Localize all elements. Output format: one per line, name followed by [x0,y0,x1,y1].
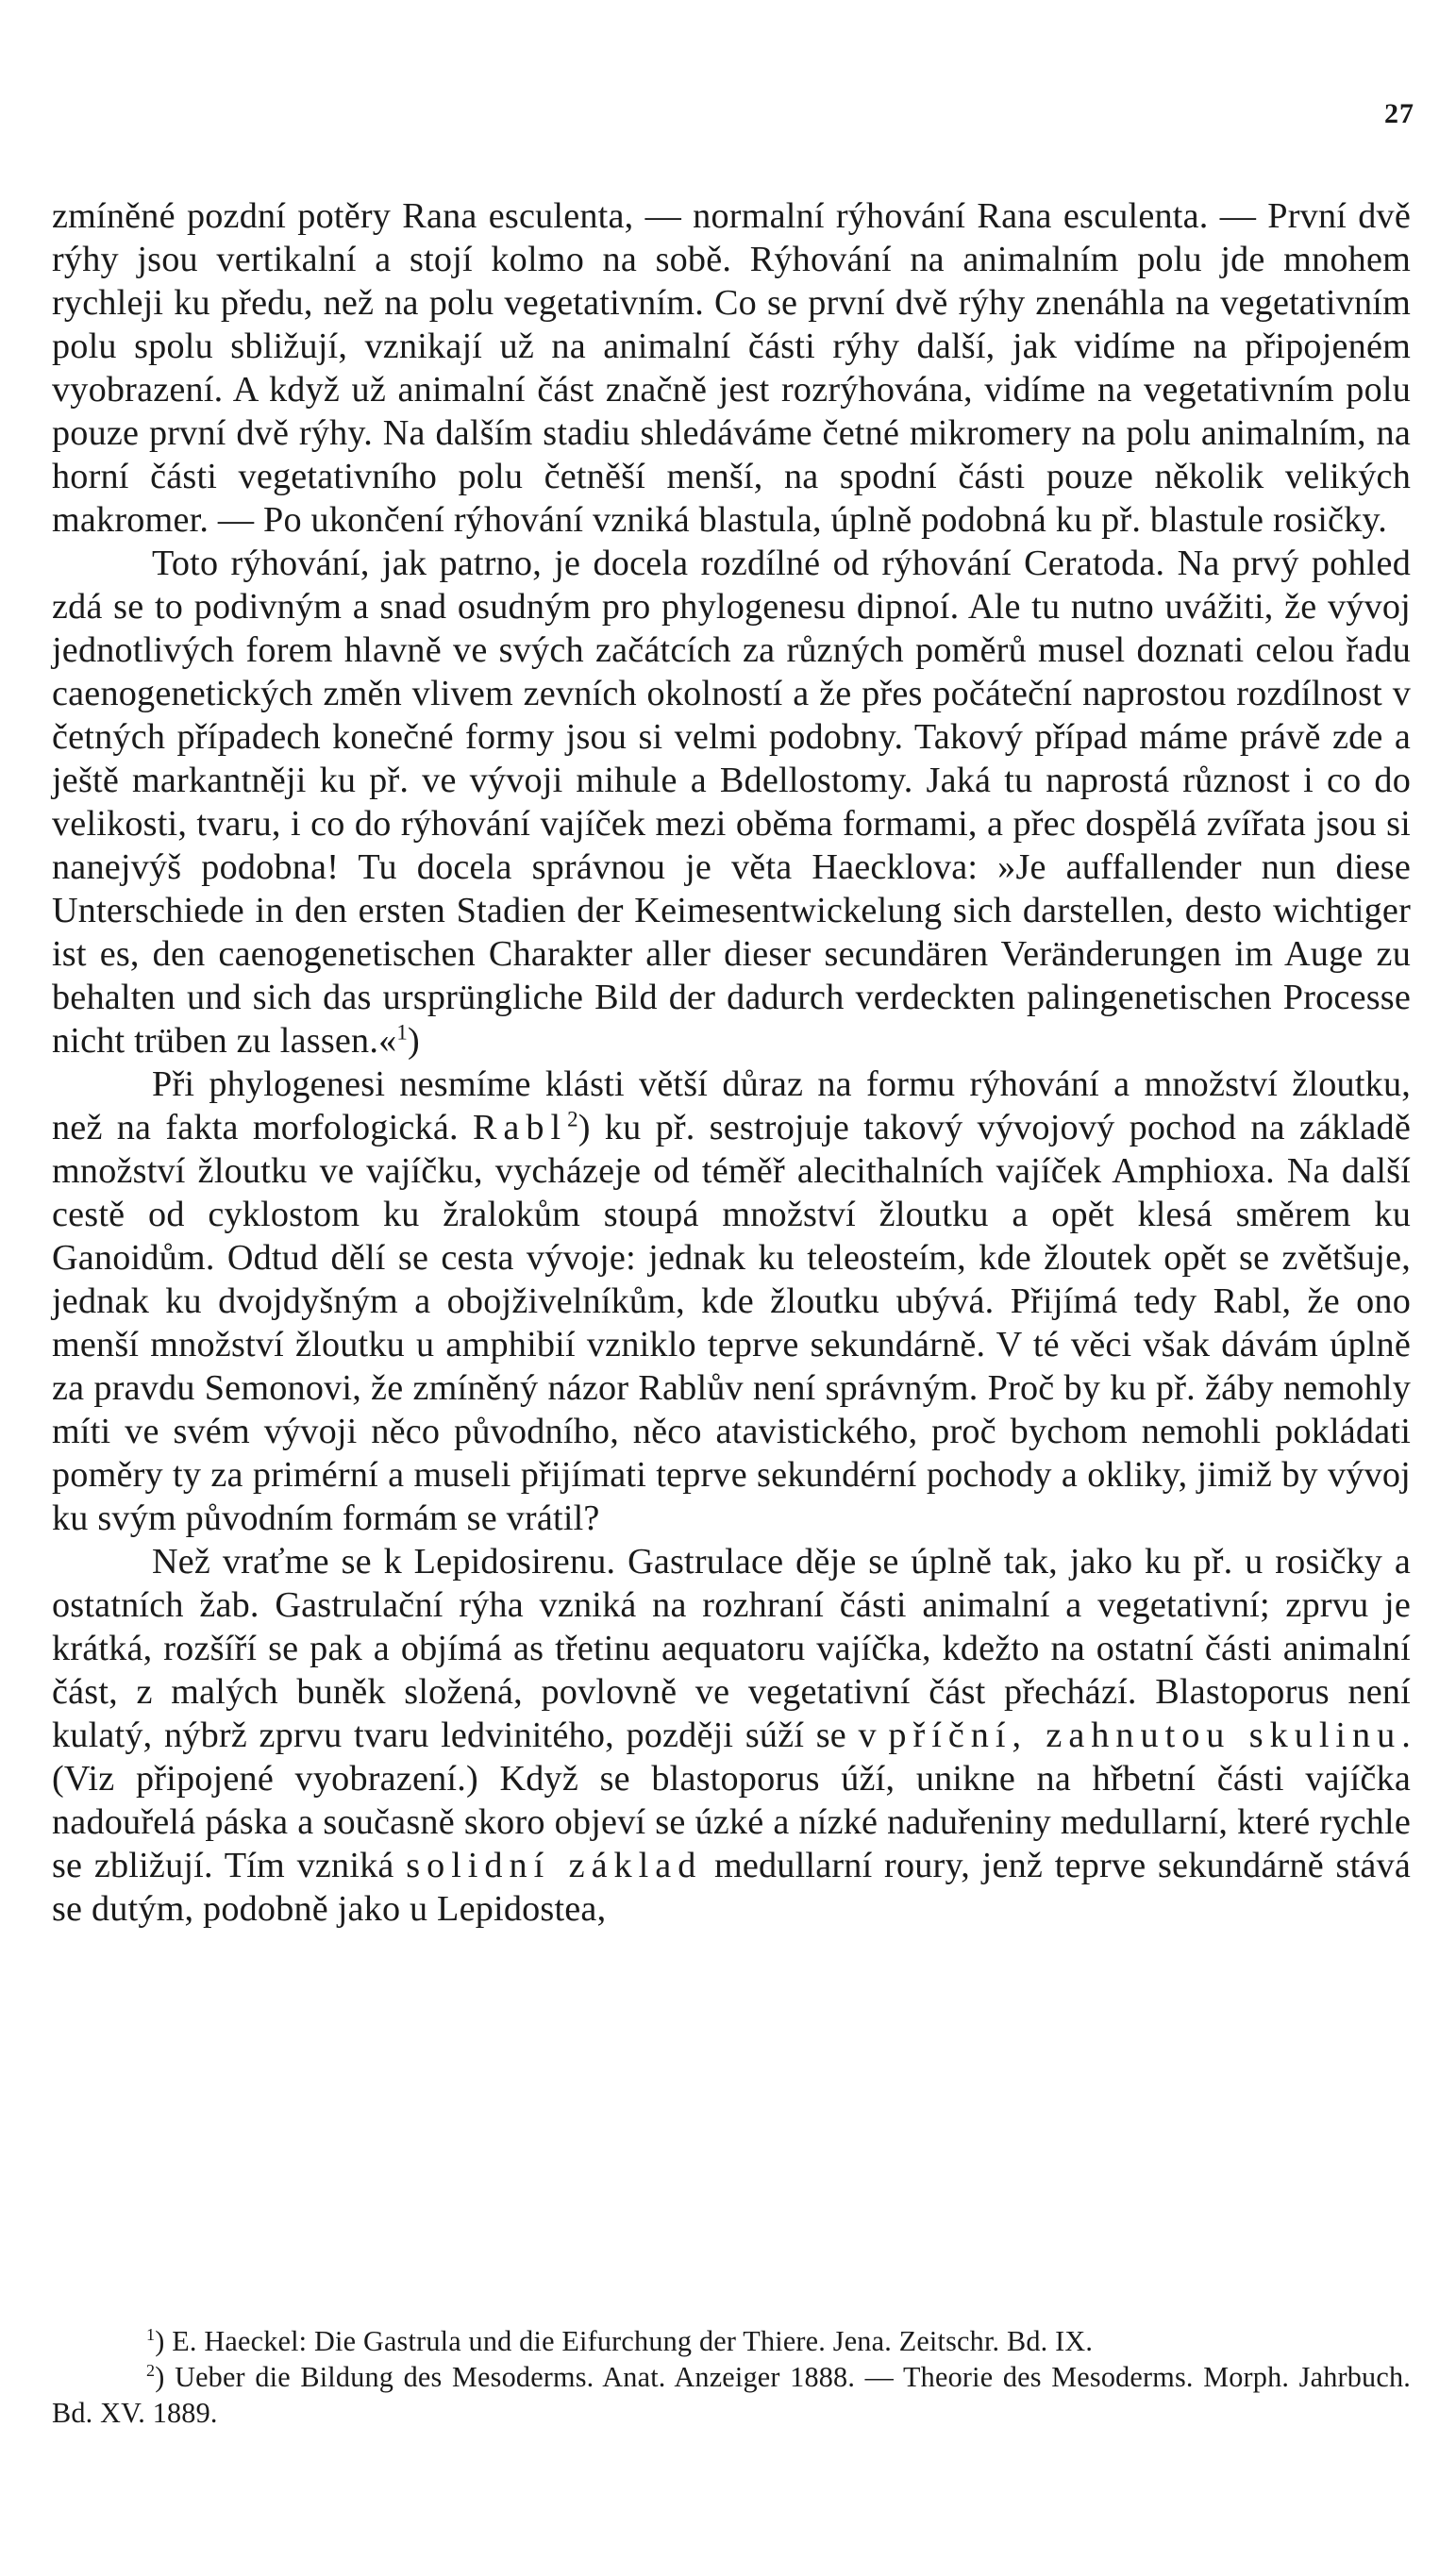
footnote-text: ) Ueber die Bildung des Mesoderms. Anat. Anzeiger 1888. — Theorie des Mesoderms. Morph. Jahrbuch. Bd. XV. 1889. [52,2361,1411,2429]
footnote-2 [52,2359,1411,2431]
paragraph-text: . (Viz připojené vyobrazení.) Když se blastoporus úží, unikne na hřbetní části vajíčka nadouřelá páska a současně skoro objeví se úzké a nízké naduřeniny medullarní, které rychle se zbližují. Tím vzniká [52,1716,1411,1885]
footnote-1 [52,2323,1411,2359]
page-number: 27 [1384,98,1414,129]
footnote-text: ) E. Haeckel: Die Gastrula und die Eifurchung der Thiere. Jena. Zeitschr. Bd. IX. [155,2325,1094,2357]
paragraph-rhyhovani-rana [52,194,1411,542]
spaced-author-name: Rabl [472,1108,568,1147]
footnote-reference-1: 1 [396,1020,409,1045]
paragraph-phylogenesis-yolk [52,1063,1411,1540]
spaced-emphasis-text: příční, zahnutou skulinu [888,1716,1402,1755]
paragraph-text: ) ku př. sestrojuje takový vývojový pochod na základě množství žloutku ve vajíčku, vycházeje od téměř alecithalních vajíček Amphioxa. Na další cestě od cyklostom ku žralokům stoupá množství žloutku a opět klesá směrem ku Ganoidům. Odtud dělí se cesta vývoje: jednak ku teleosteím, kde žloutek opět se zvětšuje, jednak ku dvojdyšným a obojživelníkům, kde žloutku ubývá. Přijímá tedy Rabl, že ono menší množství žloutku u amphibií vzniklo teprve sekundárně. V té věci však dávám úplně za pravdu Semonovi, že zmíněný názor Rablův není správným. Proč by ku př. žáby nemohly míti ve svém vývoji něco původního, něco atavistického, proč bychom nemohli pokládati poměry ty za primérní a museli přijímati teprve sekundérní pochody a okliky, jimiž by vývoj ku svým původním formám se vrátil? [52,1108,1411,1538]
paragraph-ceratodus-comparison [52,542,1411,1063]
footnote-mark: 2 [146,2361,156,2381]
footnotes-section [52,2323,1411,2431]
paragraph-text: Toto rýhování, jak patrno, je docela rozdílné od rýhování Ceratoda. Na prvý pohled zdá se to podivným a snad osudným pro phylogenesu dipnoí. Ale tu nutno uvážiti, že vývoj jednotlivých forem hlavně ve svých začátcích za různých poměrů musel doznati celou řadu caenogenetických změn vlivem zevních okolností a že přes počáteční naprostou rozdílnost v četných případech konečné formy jsou si velmi podobny. Takový případ máme právě zde a ještě markantněji ku př. ve vývoji mihule a Bdellostomy. Jaká tu naprostá různost i co do velikosti, tvaru, i co do rýhování vajíček mezi oběma formami, a přec dospělá zvířata jsou si nanejvýš podobna! Tu docela správnou je věta Haecklova: »Je auffallender nun diese Unterschiede in den ersten Stadien der Keimesentwickelung sich darstellen, desto wichtiger ist es, den caenogenetischen Charakter aller dieser secundären Veränderungen im Auge zu behalten und sich das ursprüngliche Bild der dadurch verdeckten palingenetischen Processe nicht trüben zu lassen.« [52,544,1411,1061]
paragraph-text: medullarní roury, jenž teprve sekundárně stává se dutým, podobně jako u Lepidostea, [52,1846,1412,1929]
paragraph-lepidosiren-gastrulation [52,1540,1411,1931]
footnote-reference-2: 2 [567,1107,578,1131]
paragraph-text: Než vraťme se k Lepidosirenu. Gastrulace děje se úplně tak, jako ku př. u rosičky a ostatních žab. Gastrulační rýha vzniká na rozhraní části animalní a vegetativní; zprvu je krátká, rozšíří se pak a objímá as třetinu aequatoru vajíčka, kdežto na ostatní části animalní část, z malých buněk složená, povlovně ve vegetativní část přechází. Blastoporus není kulatý, nýbrž zprvu tvaru ledvinitého, později súží se v [52,1542,1411,1755]
main-text-body [52,194,1411,1931]
footnote-mark: 1 [146,2325,156,2345]
footnote-reference-paren: ) [408,1021,420,1061]
paragraph-text: zmíněné pozdní potěry Rana esculenta, — normalní rýhování Rana esculenta. — První dvě rýhy jsou vertikalní a stojí kolmo na sobě. Rýhování na animalním polu jde mnohem rychleji ku předu, než na polu vegetativním. Co se první dvě rýhy znenáhla na vegetativním polu spolu sbližují, vznikají už na animalní části rýhy další, jak vidíme na připojeném vyobrazení. A když už animalní část značně jest rozrýhována, vidíme na vegetativním polu pouze první dvě rýhy. Na dalším stadiu shledáváme četné mikromery na polu animalním, na horní části vegetativního polu četněší menší, na spodní části pouze několik velikých makromer. — Po ukončení rýhování vzniká blastula, úplně podobná ku př. blastule rosičky. [52,196,1411,540]
spaced-emphasis-text: solidní základ [406,1846,703,1885]
paragraph-text: Při phylogenesi nesmíme klásti větší důraz na formu rýhování a množství žloutku, než na fakta morfologická. [52,1064,1411,1147]
